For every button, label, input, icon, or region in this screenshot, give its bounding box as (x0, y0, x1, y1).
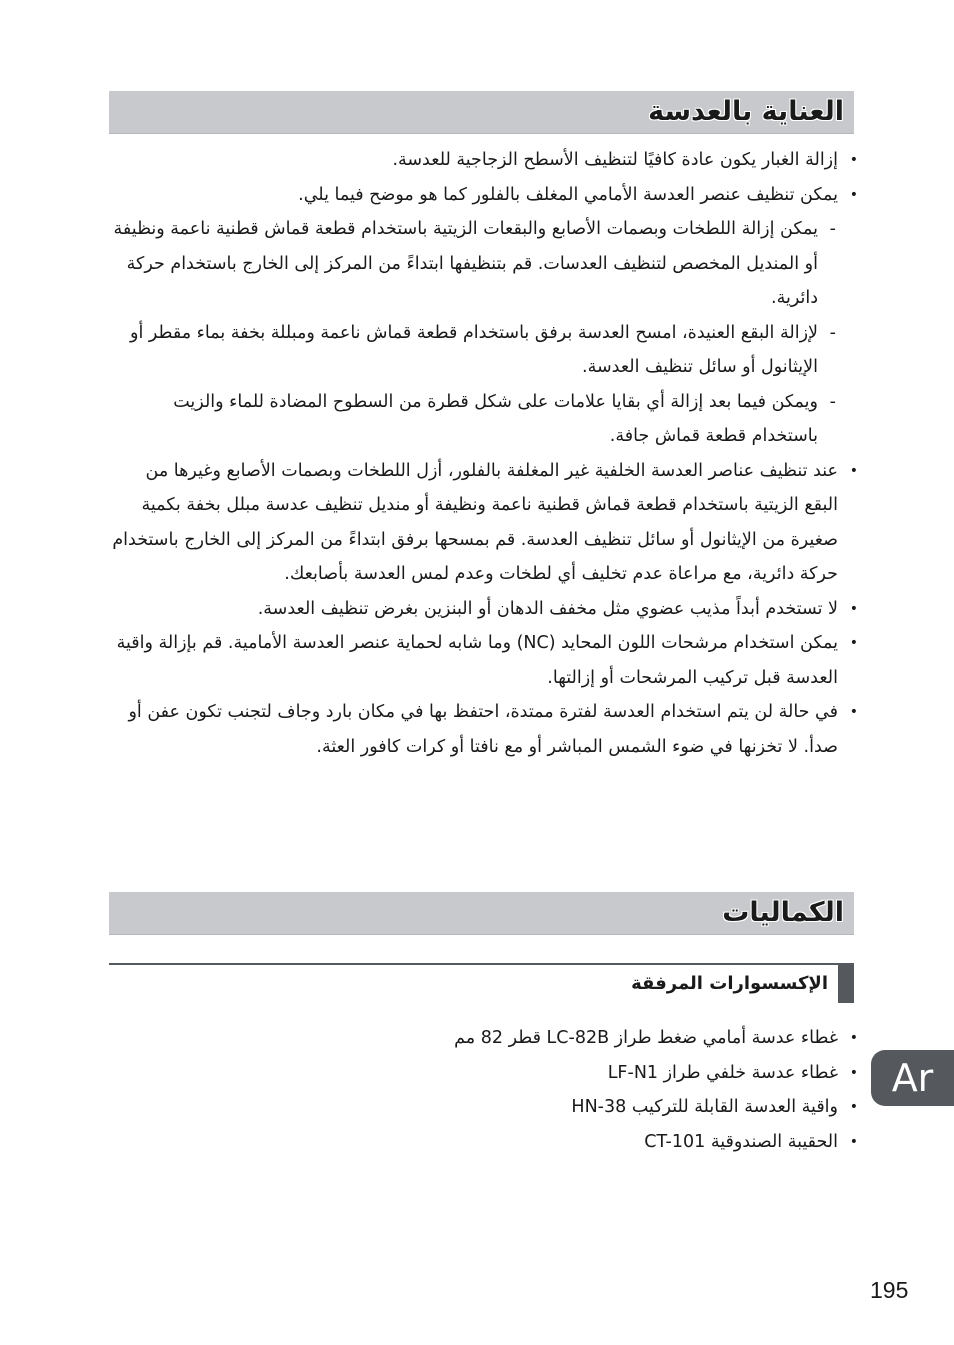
sub-heading-supplied-accessories: الإكسسوارات المرفقة (631, 965, 854, 1003)
lens-care-content (112, 143, 838, 764)
sub-list-item: - ويمكن فيما بعد إزالة أي بقايا علامات على شكل قطرة من السطوح المضادة للماء والزيت باستخدام قطعة قماش جافة. (112, 385, 818, 454)
list-item-text: يمكن استخدام مرشحات اللون المحايد (NC) وما شابه لحماية عنصر العدسة الأمامية. قم بإزالة واقية العدسة قبل تركيب المرشحات أو إزالتها. (116, 633, 838, 688)
list-item: • واقية العدسة القابلة للتركيب HN-38 (112, 1090, 838, 1125)
section-header-lens-care (109, 91, 854, 134)
section-title-accessories: الكماليات (722, 897, 844, 928)
list-item (112, 626, 838, 695)
language-tab: Ar (871, 1050, 954, 1106)
lens-care-list (112, 143, 838, 764)
sub-list-item: - لإزالة البقع العنيدة، امسح العدسة برفق باستخدام قطعة قماش ناعمة ومبللة بخفة بماء مقطر أو الإيثانول أو سائل تنظيف العدسة. (112, 316, 818, 385)
list-item-text: إزالة الغبار يكون عادة كافيًا لتنظيف الأسطح الزجاجية للعدسة. (392, 150, 838, 170)
sub-list-item: - يمكن إزالة اللطخات وبصمات الأصابع والبقعات الزيتية باستخدام قطعة قماش قطنية ناعمة ونظيفة أو المنديل المخصص لتنظيف العدسات. قم بتنظيفها ابتداءً من المركز إلى الخارج باستخدام حركة دائرية. (112, 212, 818, 316)
list-item-text: لا تستخدم أبداً مذيب عضوي مثل مخفف الدهان أو البنزين بغرض تنظيف العدسة. (257, 598, 838, 619)
page-number: 195 (870, 1277, 909, 1303)
list-item: • غطاء عدسة أمامي ضغط طراز LC-82B قطر 82 مم (112, 1021, 838, 1056)
list-item: • غطاء عدسة خلفي طراز LF-N1 (112, 1056, 838, 1091)
list-item (112, 592, 838, 627)
section-header-accessories (109, 892, 854, 935)
list-item-text: عند تنظيف عناصر العدسة الخلفية غير المغلفة بالفلور، أزل اللطخات وبصمات الأصابع وغيرها من البقع الزيتية باستخدام قطعة قماش قطنية ناعمة ونظيفة أو منديل تنظيف عدسة مبلل بخفة بكمية صغيرة من الإيثانول أو سائل تنظيف العدسة. قم بمسحها برفق ابتداءً من المركز إلى الخارج باستخدام حركة دائرية، مع مراعاة عدم تخليف أي لطخات وعدم لمس العدسة بأصابعك. (112, 460, 838, 584)
list-item (112, 143, 838, 178)
list-item (112, 695, 838, 764)
list-item: • الحقيبة الصندوقية CT-101 (112, 1125, 838, 1160)
list-item (112, 454, 838, 592)
accessories-list (112, 1021, 838, 1159)
list-item (112, 178, 838, 454)
list-item-text: في حالة لن يتم استخدام العدسة لفترة ممتدة، احتفظ بها في مكان بارد وجاف لتجنب تكون عفن أو صدأ. لا تخزنها في ضوء الشمس المباشر أو مع نافتا أو كرات كافور العثة. (128, 702, 838, 757)
list-item-text: يمكن تنظيف عنصر العدسة الأمامي المغلف بالفلور كما هو موضح فيما يلي. (298, 184, 838, 205)
section-title-lens-care: العناية بالعدسة (648, 96, 844, 127)
sub-list (112, 212, 838, 454)
